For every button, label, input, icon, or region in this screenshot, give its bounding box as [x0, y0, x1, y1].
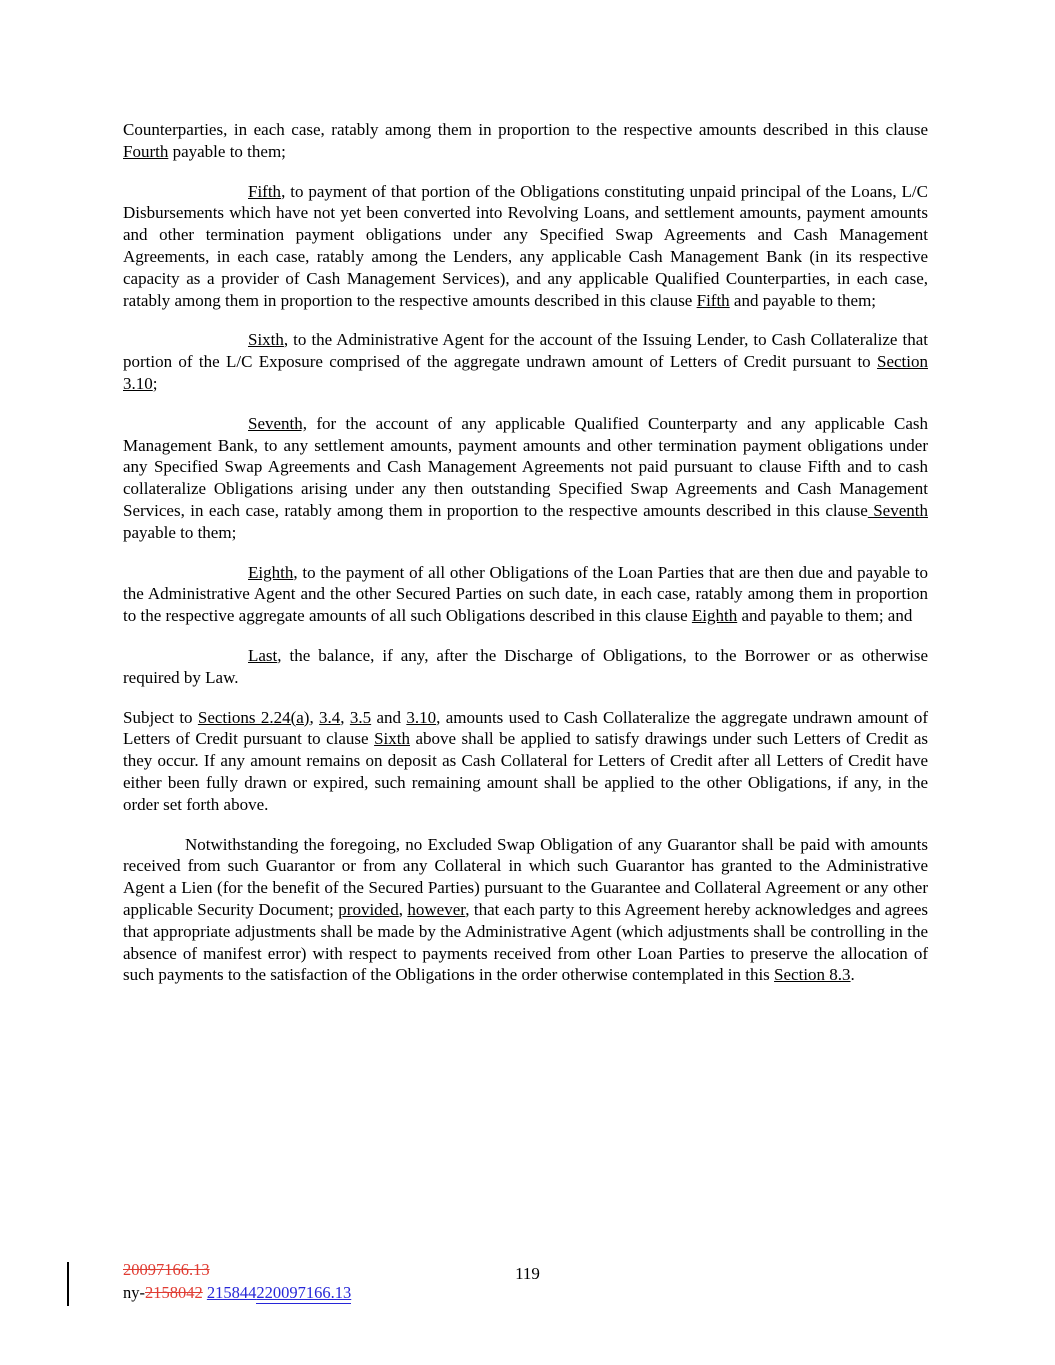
underlined-text: Fourth: [123, 141, 169, 161]
page-number: 119: [515, 1264, 540, 1283]
underlined-text: however: [407, 899, 466, 919]
text-run: , to the Administrative Agent for the account of the Issuing Lender, to Cash Collateralize that portion of the L/C Exposure comprised of the aggregate undrawn amount of Letters of Credit pursuant to: [123, 330, 928, 372]
text-run: ;: [152, 373, 158, 393]
text-run: Notwithstanding the foregoing, no Excluded Swap Obligation of any Guarantor shall be paid with amounts received from such Guarantor or from any Collateral in which such Guarantor has granted to the Administrative Agent a Lien (for the benefit of the Secured Parties) pursuant to the Guarantee and Collateral Agreement or any other applicable Security Document;: [123, 834, 928, 919]
excluded-swap-obligation: [123, 834, 928, 987]
text-run: Subject to: [123, 707, 198, 727]
underlined-text: Eighth: [248, 562, 294, 582]
underlined-text: Seventh,: [248, 413, 308, 433]
text-run: and: [371, 707, 407, 727]
underlined-text: Fifth: [248, 181, 282, 201]
clause-eighth: [123, 562, 928, 627]
text-run: payable to them;: [168, 141, 286, 161]
underlined-text: Last: [248, 645, 278, 665]
text-run: , the balance, if any, after the Discharge of Obligations, to the Borrower or as otherwise required by Law.: [123, 645, 928, 687]
text-run: .: [850, 965, 855, 985]
text-run: ,: [309, 707, 320, 727]
clause-last: [123, 645, 928, 689]
doc-id-segment: ny-: [123, 1283, 145, 1302]
text-run: Counterparties, in each case, ratably among them in proportion to the respective amounts described in this clause: [123, 120, 928, 139]
text-run: , to the payment of all other Obligations of the Loan Parties that are then due and payable to the Administrative Agent and the other Secured Parties on such date, in each case, ratably among them in proportion to the respective aggregate amounts of all such Obligations described in this clause: [123, 562, 928, 626]
underlined-text: Section 3.10: [123, 352, 928, 393]
text-run: ,: [398, 899, 408, 919]
underlined-text: 3.4: [319, 707, 341, 727]
clause-seventh: [123, 413, 928, 544]
text-run: , amounts used to Cash Collateralize the aggregate undrawn amount of Letters of Credit pursuant to clause: [123, 707, 929, 749]
clause-sixth: [123, 329, 928, 394]
doc-id-segment: 20097166.13: [123, 1260, 210, 1279]
doc-id-revision: [123, 1281, 351, 1304]
underlined-text: Section 8.3: [774, 965, 851, 985]
cash-collateral-application: [123, 707, 928, 816]
text-run: , that each party to this Agreement hereby acknowledges and agrees that appropriate adjustments shall be made by the Administrative Agent (which adjustments shall be controlling in the absence of manifest error) with respect to payments received from other Loan Parties to preserve the allocation of such payments to the satisfaction of the Obligations in the order otherwise contemplated in this: [123, 899, 929, 985]
clause-fifth: [123, 181, 928, 312]
underlined-text: Sixth: [374, 729, 410, 749]
underlined-text: 3.5: [349, 707, 372, 727]
underlined-text: 3.10: [406, 707, 437, 727]
doc-id-segment: 2158042: [145, 1283, 203, 1302]
underlined-text: Fifth: [696, 290, 730, 310]
text-run: above shall be applied to satisfy drawings under such Letters of Credit as they occur. If any amount remains on deposit as Cash Collateral for Letters of Credit after all Letters of Credit have either been fully drawn or expired, such remaining amount shall be applied to the other Obligations, if any, in the order set forth above.: [123, 729, 928, 814]
underlined-text: Eighth: [691, 606, 738, 626]
underlined-text: provided: [338, 899, 399, 919]
underlined-text: Sections 2.24(a): [197, 707, 310, 727]
underlined-text: Sixth: [248, 330, 284, 350]
clause-fourth-continuation: [123, 119, 928, 163]
text-run: for the account of any applicable Qualified Counterparty and any applicable Cash Management Bank, to any settlement amounts, payment amounts and other termination payment obligations under any Specified Swap Agreements and Cash Management Agreements not paid pursuant to clause Fifth and to cash collateralize Obligations arising under any then outstanding Specified Swap Agreements and Cash Management Services, in each case, ratably among them in proportion to the respective amounts described in this clause: [123, 413, 928, 520]
text-run: , to payment of that portion of the Obligations constituting unpaid principal of the Loans, L/C Disbursements which have not yet been converted into Revolving Loans, and settlement amounts, payment amounts and other termination payment obligations under any Specified Swap Agreements and Cash Management Agreements, in each case, ratably among the Lenders, any applicable Cash Management Bank (in its respective capacity as a provider of Cash Management Services), and any applicable Qualified Counterparties, in each case, ratably among them in proportion to the respective amounts described in this clause: [123, 181, 928, 310]
underlined-text: Seventh: [867, 500, 928, 520]
doc-id-segment: 220097166.13: [256, 1283, 352, 1302]
doc-id-segment: 215844: [206, 1283, 257, 1302]
text-run: ,: [340, 707, 350, 727]
text-run: payable to them;: [123, 522, 237, 542]
text-run: and payable to them; and: [737, 606, 913, 626]
text-run: and payable to them;: [729, 290, 877, 310]
document-body: [123, 119, 928, 1004]
